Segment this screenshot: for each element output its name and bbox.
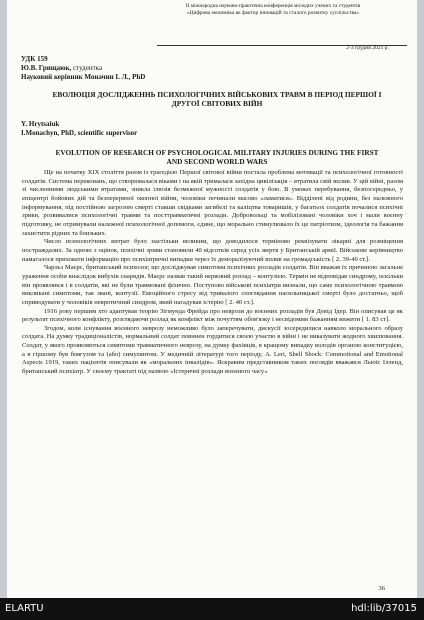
conference-title-line-1: II міжнародна науково-практична конференція молодих учених та студентів	[185, 3, 361, 9]
article-title-ukrainian: ЕВОЛЮЦІЯ ДОСЛІДЖЕННЬ ПСИХОЛОГІЧНИХ ВІЙСЬКОВИХ ТРАВМ В ПЕРІОД ПЕРШОЇ І ДРУГОЇ СВІТОВИХ ВІЙН	[52, 90, 382, 109]
authors-english	[21, 120, 137, 138]
body-paragraph: Чарльз Маєрс, британський психолог, що досліджував симптоми психічних розладів солдатів. Він вважав їх причиною загальне ураження осоbи внаслідок вибухів снарядів. Маєрс назвав такий нервовий розлад – контузією. Термін не відповідав синдрому, оскільки він проявлявся і в солдатів, які не були травмовані фізично. Поступово військові психіатри визнали, що саме психологічною травмою викликані симптоми, так звані, контузії. Емоційного стресу від тривалого споглядання насильницької смерті було достатньо, щоб сприводувати у чоловіків невротичний синдром, який нагадував істерію [ 2. 40 ст.].	[22, 264, 403, 306]
conference-header	[143, 3, 403, 16]
article-title-english: EVOLUTION OF RESEARCH OF PSYCHOLOGICAL MILITARY INJURIES DURING THE FIRST AND SECOND WORLD WARS	[55, 148, 379, 167]
conference-date: 2-3 грудня 2021 р.	[346, 45, 389, 51]
repository-name: ELARTU	[5, 603, 44, 614]
article-meta	[21, 55, 145, 83]
article-body	[22, 169, 403, 377]
conference-title-line-2: «Цифрова економіка як фактор інновацій та сталого розвитку суспільства»	[186, 9, 360, 16]
author-name: Ю.В. Грищаюк,	[21, 64, 72, 73]
supervisor-name-english: I.Monachyn, PhD, scientific supervisor	[21, 129, 138, 138]
handle-identifier[interactable]: hdl:lib/37015	[351, 603, 417, 614]
author-role: студентка	[71, 64, 103, 73]
body-paragraph: Згодом, коли існування воєнного неврозу неможливо було заперечувати, дискусії зосередилися навколо морального образу солдата. На думку традиціоналістів, нормальний солдат повинен гордитися своєю участю в війні і не виказувати жодного хвилювання. Солдат, у якого проявляються симптоми травматичного неврозу, на думку фахівців, в кращому випадку володів органою конституцією, а в гіршому був боягузом та (або) симулянтом. У медичній літературі того періоду, A. Leri, Shell Shock: Commotional and Emotional Aspects 1919, таких пацієнтів описували як «моральних інвалідів». Яскравим представником таких поглядів вважався Льюїс Ілленд, британський психіатр. У своєму трактаті під назвою «Істеричні розлади воєнного часу»	[22, 324, 403, 376]
document-page	[7, 0, 417, 598]
body-paragraph: Число психологічних витрат було настільки великим, що доводилося терміново реквізувати лікарні для розміщення постраждалих. За одною з оцінок, психічні зриви становили 40 відсотків серед усіх жертв у Британській армії. Військове керівництво намагалося приховати інформацію про психіатричні випадки через їх деморалізуючий вплив на громадськість [ 2. 39-40 ст.].	[22, 238, 403, 263]
author-name-english: Y. Hrytsaiuk	[21, 120, 60, 128]
page-number: 36	[378, 585, 385, 592]
udc-code: УДК 159	[21, 55, 48, 63]
viewer-footer-bar	[0, 598, 424, 620]
supervisor-name: Науковий керівник Моначин І. Л., PhD	[21, 73, 146, 82]
body-paragraph: 1916 року першим хто адаптував теорію Зігмунда Фрейда про неврози до воєнних розладів був Девід Ідер. Він описував це як результат психічного конфлікту, розглядаючи розлад як конфлікт між почуттям обов'язку і несвідомим бажанням вижити [ 1. 83 ст].	[22, 307, 403, 324]
body-paragraph: Ще на початку XIX століття разом із трагедією Першої світової війни постала проблема мотивації та психологічної готовності солдатів. Система переконань, що створювалася віками і на якій трималася західна цивілізація – втратила свій вплив. У цій війні, разом зі численними людськими втратами, зникла ілюзія безмежної мужності солдатів у бою. В умовах перебування, безпосередньо, у епіцентрі бойових дій та безперервної окопної війни, чоловіки починали масово «ламатися». Відділені від родини, без належного інформування, під постійною загрозою смерті ставши свідками загибелі та каліцтва товаришів, у багатьох солдатів почалися психічні зриви, розвивалися психологічні травми та посттравматичні розлади. Добровольці та мобілізовані чоловіки хоч і мали воєнну підготовку, не отримували належної психологічної допомоги, єдине, що морально стимулювало їх це патріотизм, ідеологія та бажання захистити рідних та близьких.	[22, 169, 403, 237]
